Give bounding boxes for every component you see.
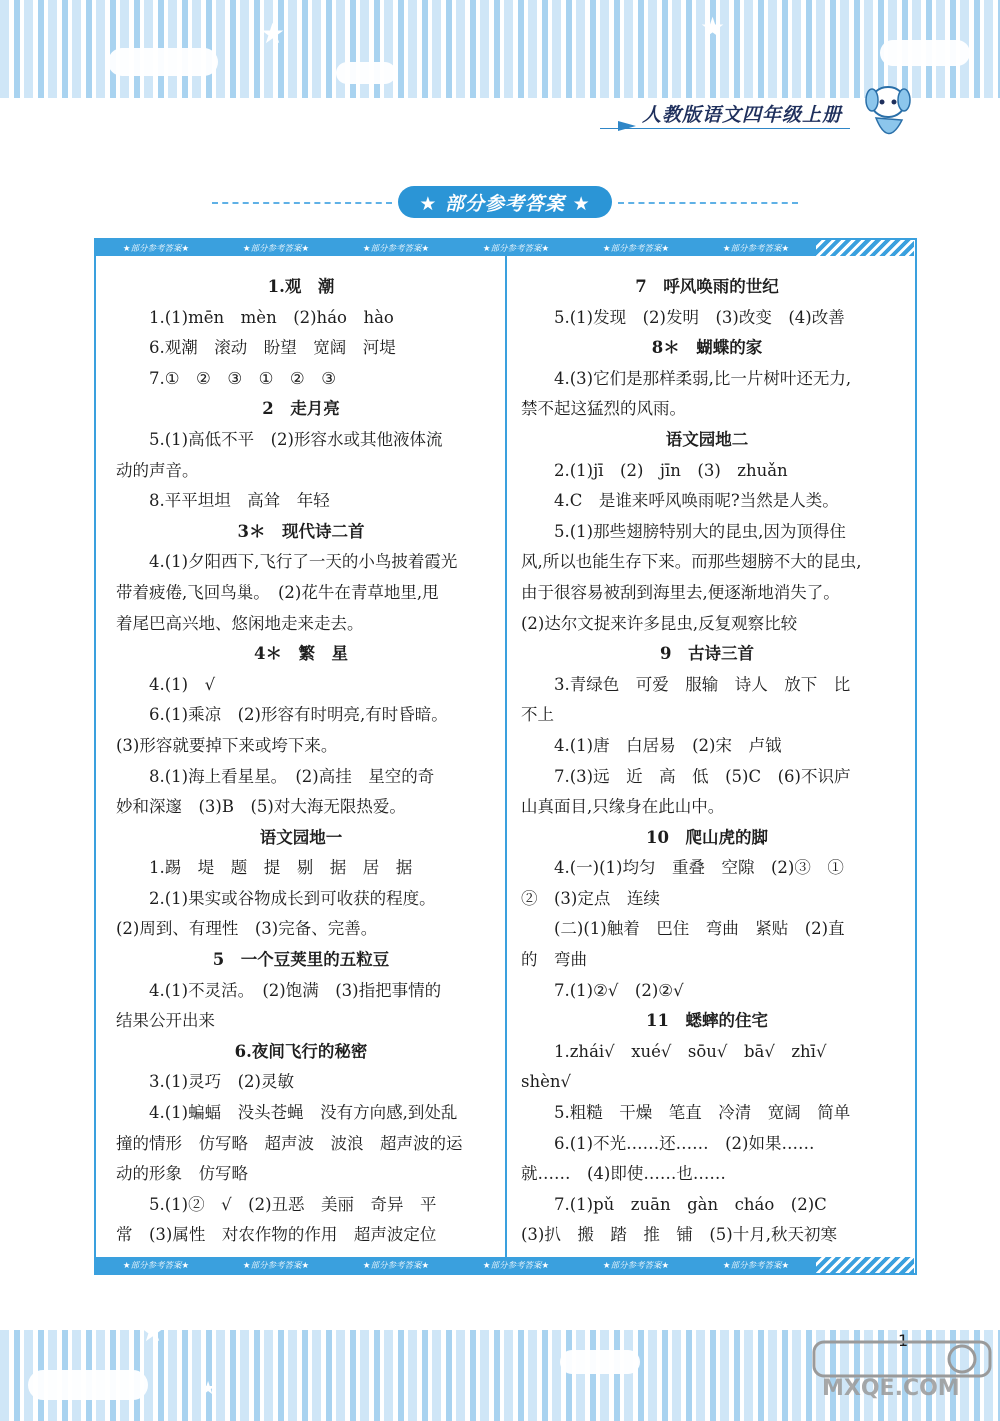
lesson-heading: 9 古诗三首 <box>660 644 754 664</box>
strip-label: ★部分参考答案★ <box>362 1261 430 1271</box>
strip-label: ★部分参考答案★ <box>122 1261 190 1271</box>
lesson-heading: 4＊ 繁 星 <box>254 644 348 664</box>
cloud-icon <box>28 1370 148 1400</box>
answer-line: 4.(3)它们是那样柔弱,比一片树叶还无力, <box>554 368 852 388</box>
answer-line: 风,所以也能生存下来。而那些翅膀不大的昆虫, <box>521 552 862 572</box>
answer-line: 6.(1)不光……还…… (2)如果…… <box>554 1133 815 1153</box>
answer-line: (2)达尔文捉来许多昆虫,反复观察比较 <box>521 613 798 633</box>
right-answer-column <box>521 272 893 1251</box>
answer-line: 4.C 是谁来呼风唤雨呢?当然是人类。 <box>554 491 839 511</box>
lesson-heading: 11 蟋蟀的住宅 <box>646 1011 768 1031</box>
answer-line: 5.粗糙 干燥 笔直 冷清 宽阔 简单 <box>554 1103 851 1123</box>
answer-line: 撞的情形 仿写略 超声波 波浪 超声波的运 <box>116 1133 463 1153</box>
column-divider <box>505 256 507 1257</box>
answer-line: ② (3)定点 连续 <box>521 888 660 908</box>
lesson-heading: 3＊ 现代诗二首 <box>237 521 365 541</box>
bottom-label-strip <box>96 1257 816 1273</box>
answer-line: 妙和深邃 (3)B (5)对大海无限热爱。 <box>116 797 406 817</box>
lesson-heading: 8＊ 蝴蝶的家 <box>651 338 763 358</box>
strip-label: ★部分参考答案★ <box>122 244 190 254</box>
answer-line: 7.(3)远 近 高 低 (5)C (6)不识庐 <box>554 766 851 786</box>
answer-line: (二)(1)触着 巴住 弯曲 紧贴 (2)直 <box>554 919 845 939</box>
cloud-icon <box>880 40 970 66</box>
answer-line: 5.(1)发现 (2)发明 (3)改变 (4)改善 <box>554 307 845 327</box>
top-hatch-decor <box>816 240 914 256</box>
mascot-icon <box>858 78 918 148</box>
lesson-heading: 7 呼风唤雨的世纪 <box>635 277 779 296</box>
answer-line: 由于很容易被刮到海里去,便逐渐地消失了。 <box>521 582 840 602</box>
answer-line: 7.① ② ③ ① ② ③ <box>149 368 336 388</box>
answer-line: 8.(1)海上看星星。 (2)高挂 星空的奇 <box>149 766 435 786</box>
answer-line: 6.(1)乘凉 (2)形容有时明亮,有时昏暗。 <box>149 705 448 725</box>
strip-label: ★部分参考答案★ <box>362 244 430 254</box>
answer-line: 带着疲倦,飞回鸟巢。 (2)花牛在青草地里,甩 <box>116 582 439 602</box>
lesson-heading: 语文园地二 <box>665 429 749 449</box>
answer-line: shèn√ <box>521 1072 571 1092</box>
banner-dash-left <box>212 202 392 204</box>
lesson-heading: 1.观 潮 <box>267 277 335 296</box>
star-icon: ★ <box>140 1315 166 1348</box>
answer-line: 2.(1)果实或谷物成长到可收获的程度。 <box>149 888 436 908</box>
answer-line: 4.(1) √ <box>149 674 216 694</box>
cloud-icon <box>336 62 396 84</box>
top-label-strip <box>96 240 816 256</box>
answer-line: (3)形容就要掉下来或垮下来。 <box>116 735 338 755</box>
watermark-logo-icon <box>812 1338 992 1378</box>
cloud-icon <box>108 48 218 76</box>
answer-line: 3.青绿色 可爱 服输 诗人 放下 比 <box>554 674 851 694</box>
strip-label: ★部分参考答案★ <box>482 244 550 254</box>
strip-label: ★部分参考答案★ <box>722 244 790 254</box>
answer-line: 就…… (4)即使……也…… <box>521 1164 726 1184</box>
answer-line: 5.(1)那些翅膀特别大的昆虫,因为顶得住 <box>554 521 846 541</box>
answer-line: 4.(1)唐 白居易 (2)宋 卢钺 <box>554 735 782 755</box>
answer-line: 7.(1)pǔ zuān gàn cháo (2)C <box>554 1194 827 1214</box>
paper-plane-icon <box>618 121 636 131</box>
answer-line: 5.(1)高低不平 (2)形容水或其他液体流 <box>149 429 443 449</box>
strip-label: ★部分参考答案★ <box>242 244 310 254</box>
answer-line: 6.观潮 滚动 盼望 宽阔 河堤 <box>149 338 396 358</box>
strip-label: ★部分参考答案★ <box>242 1261 310 1271</box>
answer-line: 4.(一)(1)均匀 重叠 空隙 (2)③ ① <box>554 858 844 878</box>
answer-line: 1.(1)mēn mèn (2)háo hào <box>149 307 394 327</box>
left-answer-column <box>116 272 486 1251</box>
star-icon: ★ <box>260 17 286 50</box>
strip-label: ★部分参考答案★ <box>602 1261 670 1271</box>
cloud-icon <box>560 1350 640 1374</box>
section-banner: ★ 部分参考答案 ★ <box>398 186 612 218</box>
lesson-heading: 2 走月亮 <box>262 399 340 419</box>
answer-line: 着尾巴高兴地、悠闲地走来走去。 <box>116 613 364 633</box>
answer-line: 山真面目,只缘身在此山中。 <box>521 797 725 817</box>
answer-line: 1.zhái√ xué√ sōu√ bā√ zhī√ <box>554 1041 827 1061</box>
strip-label: ★部分参考答案★ <box>602 244 670 254</box>
answer-line: 7.(1)②√ (2)②√ <box>554 980 684 1000</box>
answer-line: 4.(1)夕阳西下,飞行了一天的小鸟披着霞光 <box>149 552 458 572</box>
answer-line: 4.(1)不灵活。 (2)饱满 (3)指把事情的 <box>149 980 442 1000</box>
star-icon: ★ <box>700 11 726 44</box>
lesson-heading: 10 爬山虎的脚 <box>646 827 768 847</box>
lesson-heading: 6.夜间飞行的秘密 <box>234 1041 368 1061</box>
answer-line: 结果公开出来 <box>116 1011 215 1031</box>
watermark-site-text: MXQE.COM <box>822 1376 960 1401</box>
answer-line: 的 弯曲 <box>521 950 587 970</box>
book-title: 人教版语文四年级上册 <box>642 104 843 126</box>
answer-line: 不上 <box>521 705 554 725</box>
answer-line: 5.(1)② √ (2)丑恶 美丽 奇异 平 <box>149 1194 437 1214</box>
banner-dash-right <box>618 202 798 204</box>
lesson-heading: 5 一个豆荚里的五粒豆 <box>212 950 390 970</box>
answer-line: 8.平平坦坦 高耸 年轻 <box>149 491 330 511</box>
answer-line: 动的形象 仿写略 <box>116 1164 248 1184</box>
strip-label: ★部分参考答案★ <box>722 1261 790 1271</box>
answer-line: 1.踢 堤 题 提 剔 据 居 据 <box>149 858 413 878</box>
answer-line: 3.(1)灵巧 (2)灵敏 <box>149 1072 294 1092</box>
star-icon: ★ <box>200 1378 217 1399</box>
page-number: 1 <box>898 1331 909 1350</box>
answer-line: 禁不起这猛烈的风雨。 <box>521 399 686 419</box>
header-rule <box>600 128 850 129</box>
answer-line: 动的声音。 <box>116 460 199 480</box>
answer-line: 常 (3)属性 对农作物的作用 超声波定位 <box>116 1225 437 1245</box>
lesson-heading: 语文园地一 <box>259 827 343 847</box>
answer-line: 4.(1)蝙蝠 没头苍蝇 没有方向感,到处乱 <box>149 1103 458 1123</box>
answer-line: (3)扒 搬 踏 推 铺 (5)十月,秋天初寒 <box>521 1225 837 1245</box>
strip-label: ★部分参考答案★ <box>482 1261 550 1271</box>
answer-line: 2.(1)jī (2) jīn (3) zhuǎn <box>554 460 788 480</box>
answer-line: (2)周到、有理性 (3)完备、完善。 <box>116 919 378 939</box>
bottom-hatch-decor <box>816 1257 914 1273</box>
